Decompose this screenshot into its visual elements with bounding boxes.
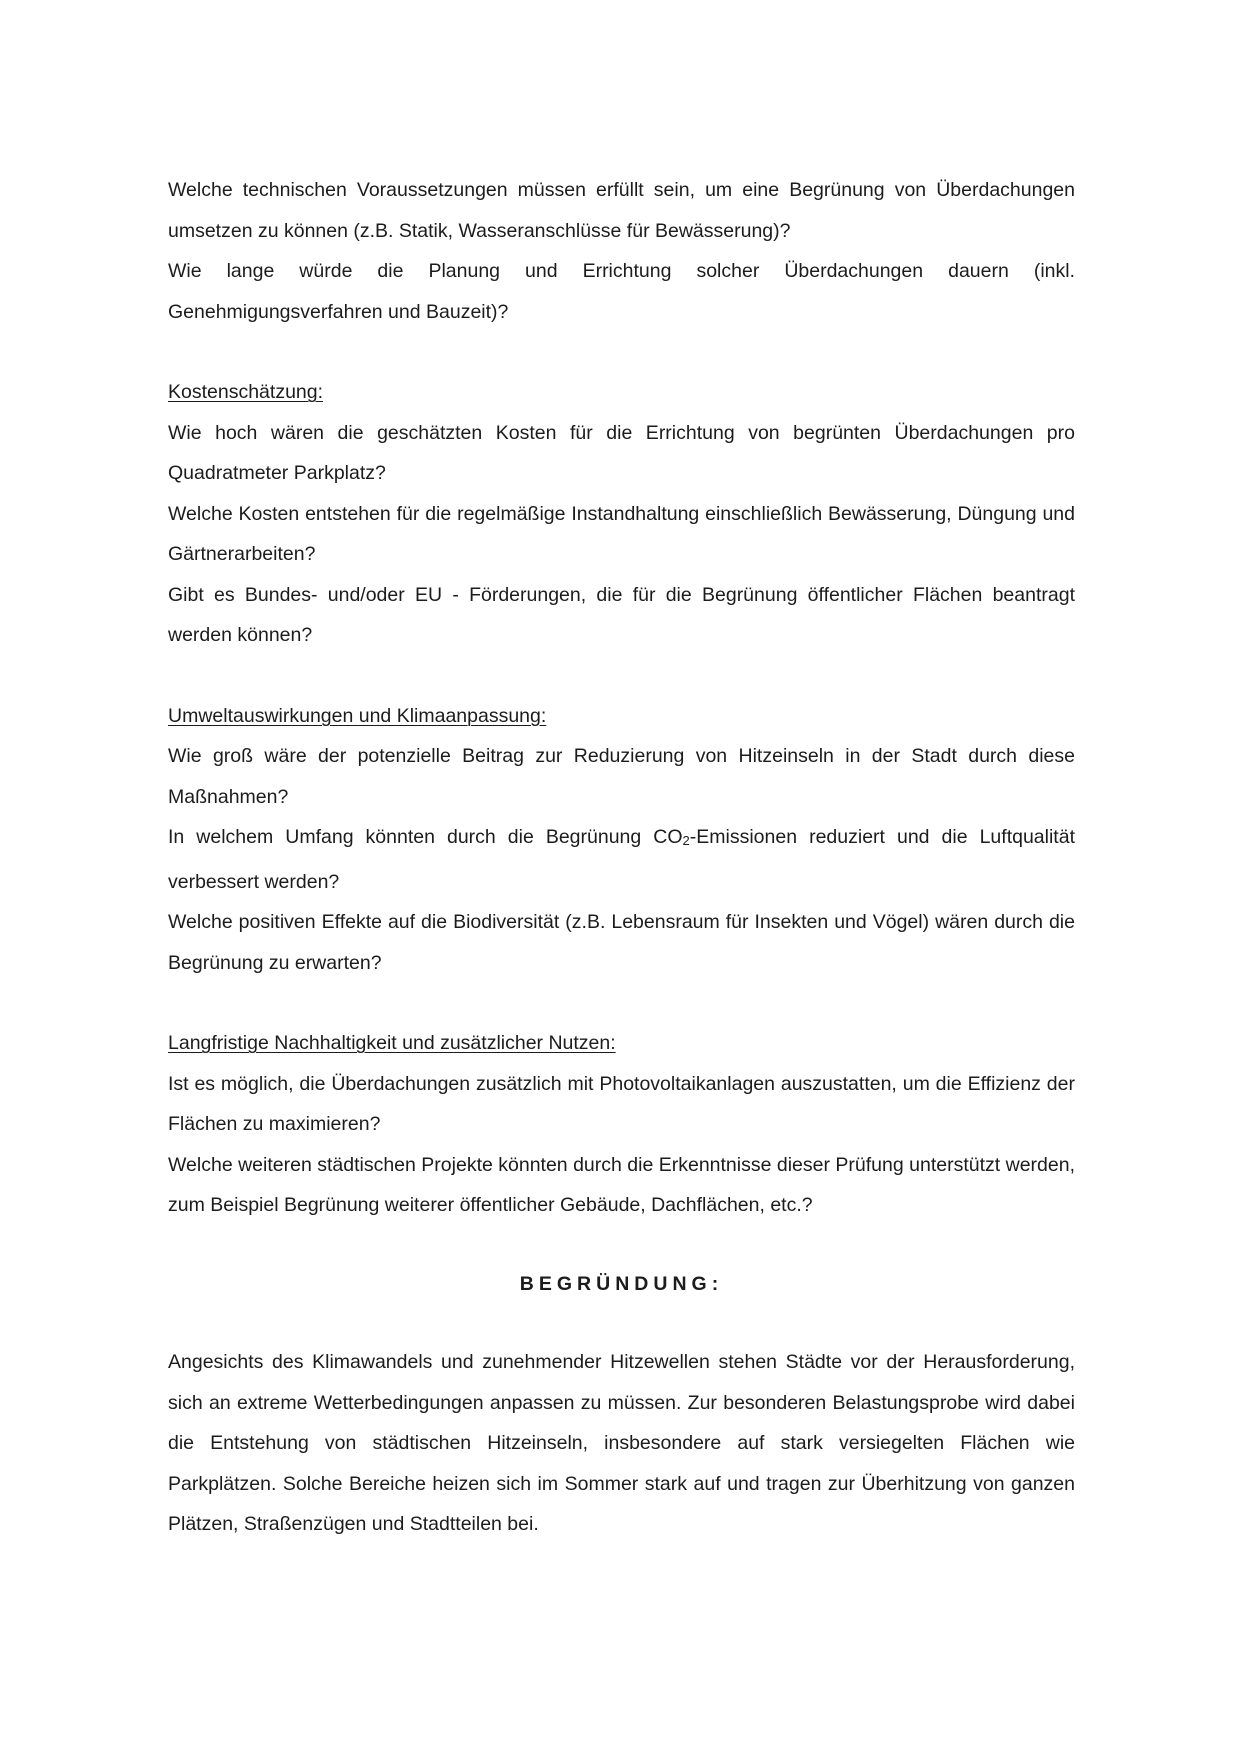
section-spacer: [168, 1304, 1075, 1342]
environment-question-2-suffix: -Emissionen reduziert und die Luftqualität verbessert werden?: [168, 826, 1075, 893]
document-page: [168, 170, 1075, 1545]
environment-heading: Umweltauswirkungen und Klimaanpassung:: [168, 704, 547, 727]
costs-question-1: Wie hoch wären die geschätzten Kosten für die Errichtung von begrünten Überdachungen pro Quadratmeter Parkplatz?: [168, 421, 1075, 484]
costs-question-3: Gibt es Bundes- und/oder EU - Förderungen, die für die Begrünung öffentlicher Flächen beantragt werden können?: [168, 583, 1075, 646]
costs-question-2: Welche Kosten entstehen für die regelmäßige Instandhaltung einschließlich Bewässerung, Düngung und Gärtnerarbeiten?: [168, 502, 1075, 565]
environment-question-2: [168, 817, 1075, 902]
environment-question-1: Wie groß wäre der potenzielle Beitrag zur Reduzierung von Hitzeinseln in der Stadt durch diese Maßnahmen?: [168, 745, 1075, 808]
tech-question-2: Wie lange würde die Planung und Errichtung solcher Überdachungen dauern (inkl. Genehmigungsverfahren und Bauzeit)?: [168, 260, 1075, 323]
section-spacer: [168, 1226, 1075, 1264]
environment-question-2-prefix: In welchem Umfang könnten durch die Begrünung CO: [168, 826, 683, 848]
section-spacer: [168, 332, 1075, 372]
sustainability-heading: Langfristige Nachhaltigkeit und zusätzlicher Nutzen:: [168, 1032, 616, 1054]
costs-heading: Kostenschätzung:: [168, 381, 324, 403]
sustainability-question-2: Welche weiteren städtischen Projekte könnten durch die Erkenntnisse dieser Prüfung unterstützt werden, zum Beispiel Begrünung weiterer öffentlicher Gebäude, Dachflächen, etc.?: [168, 1153, 1075, 1216]
begruendung-text: Angesichts des Klimawandels und zunehmender Hitzewellen stehen Städte vor der Herausforderung, sich an extreme Wetterbedingungen anpassen zu müssen. Zur besonderen Belastungsprobe wird dabei die Entstehung von städtischen Hitzeinseln, insbesondere auf stark versiegelten Flächen wie Parkplätzen. Solche Bereiche heizen sich im Sommer stark auf und tragen zur Überhitzung von ganzen Plätzen, Straßenzügen und Stadtteilen bei.: [168, 1351, 1075, 1535]
section-spacer: [168, 983, 1075, 1023]
environment-question-3: Welche positiven Effekte auf die Biodiversität (z.B. Lebensraum für Insekten und Vögel) wären durch die Begrünung zu erwarten?: [168, 911, 1075, 974]
tech-question-1: Welche technischen Voraussetzungen müssen erfüllt sein, um eine Begrünung von Überdachungen umsetzen zu können (z.B. Statik, Wasseranschlüsse für Bewässerung)?: [168, 179, 1075, 242]
sustainability-question-1: Ist es möglich, die Überdachungen zusätzlich mit Photovoltaikanlagen auszustatten, um die Effizienz der Flächen zu maximieren?: [168, 1072, 1075, 1135]
co2-subscript: 2: [682, 833, 690, 848]
begruendung-title: BEGRÜNDUNG:: [519, 1272, 724, 1295]
section-spacer: [168, 656, 1075, 696]
